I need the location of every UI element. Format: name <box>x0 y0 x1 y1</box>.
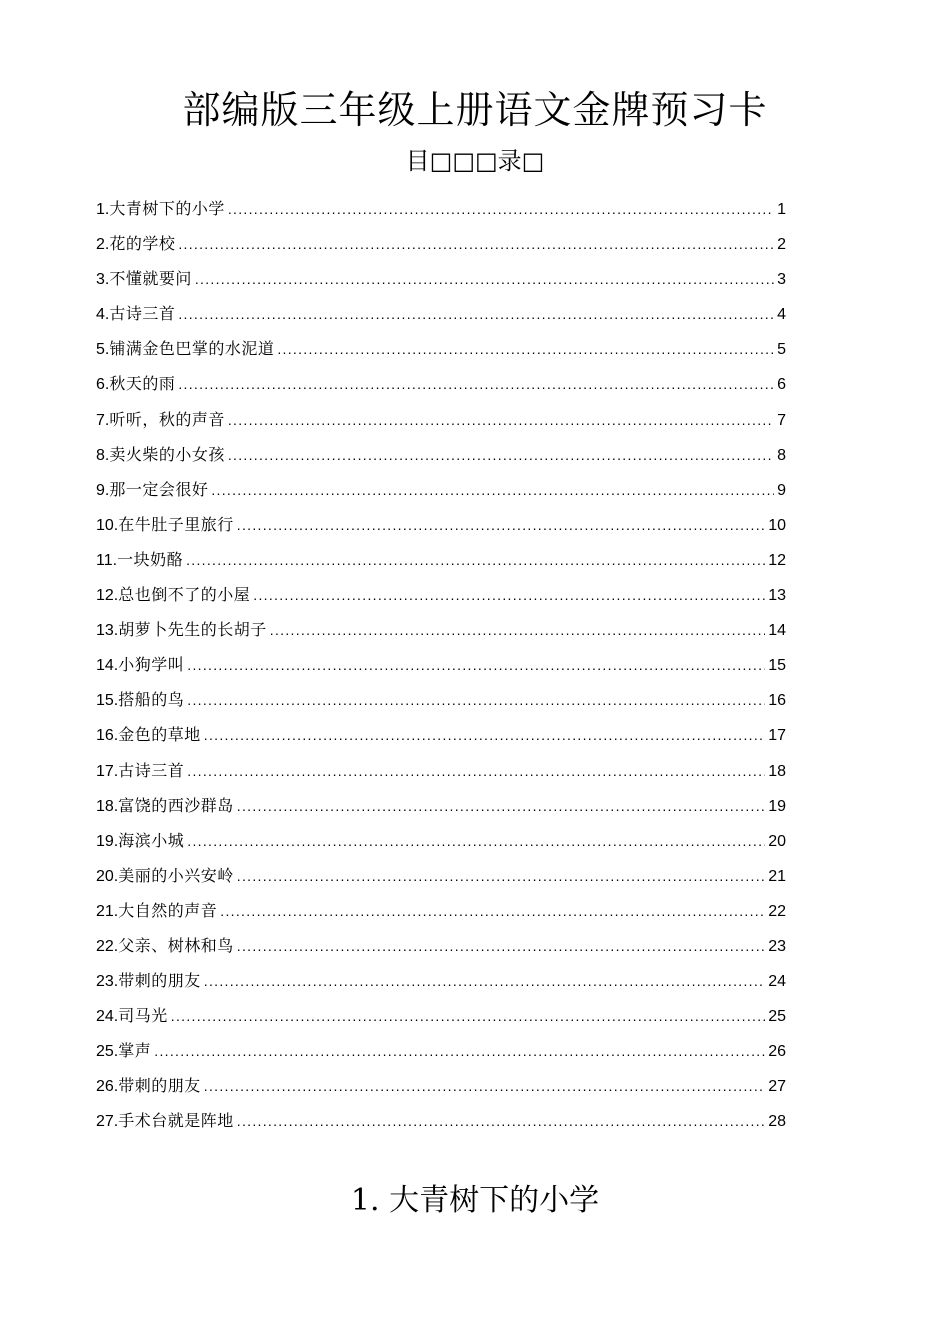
toc-dot-leader <box>237 508 765 543</box>
toc-entry-number: 7. <box>96 411 110 429</box>
toc-entry-title: 古诗三首 <box>109 304 176 324</box>
toc-entry-page-number: 15 <box>768 657 786 675</box>
toc-entry-page-number: 4 <box>777 306 786 324</box>
toc-entry-number: 23. <box>96 973 119 991</box>
table-of-contents <box>96 191 786 1139</box>
toc-dot-leader <box>195 262 774 297</box>
toc-entry[interactable] <box>96 963 786 998</box>
toc-entry-page-number: 27 <box>768 1078 786 1096</box>
toc-entry-number: 24. <box>96 1008 119 1026</box>
toc-dot-leader <box>178 367 774 402</box>
toc-heading: 目□□□录□ <box>405 147 545 175</box>
toc-dot-leader <box>204 1069 765 1104</box>
toc-entry-number: 16. <box>96 727 119 745</box>
toc-dot-leader <box>270 613 765 648</box>
toc-dot-leader <box>237 1104 765 1139</box>
toc-entry-number: 5. <box>96 341 110 359</box>
toc-entry-number: 15. <box>96 692 119 710</box>
toc-entry[interactable] <box>96 402 786 437</box>
toc-entry-page-number: 16 <box>768 692 786 710</box>
toc-entry-number: 19. <box>96 832 119 850</box>
toc-entry-page-number: 12 <box>768 551 786 569</box>
toc-entry[interactable] <box>96 261 786 296</box>
toc-entry-page-number: 21 <box>768 867 786 885</box>
toc-entry[interactable] <box>96 717 786 752</box>
toc-entry[interactable] <box>96 612 786 647</box>
toc-entry[interactable] <box>96 507 786 542</box>
toc-entry-title: 金色的草地 <box>118 725 201 745</box>
toc-entry-title: 搭船的鸟 <box>118 690 185 710</box>
toc-entry[interactable] <box>96 226 786 261</box>
toc-entry-title: 带刺的朋友 <box>118 1076 201 1096</box>
toc-dot-leader <box>154 1034 765 1069</box>
toc-entry[interactable] <box>96 296 786 331</box>
toc-dot-leader <box>187 648 765 683</box>
toc-entry-page-number: 28 <box>768 1113 786 1131</box>
toc-entry-page-number: 25 <box>768 1008 786 1026</box>
toc-dot-leader <box>237 859 765 894</box>
toc-entry[interactable] <box>96 437 786 472</box>
toc-dot-leader <box>228 403 774 438</box>
toc-dot-leader <box>237 929 765 964</box>
toc-entry-number: 12. <box>96 587 119 605</box>
toc-dot-leader <box>237 789 765 824</box>
toc-entry-number: 3. <box>96 271 110 289</box>
toc-dot-leader <box>187 824 765 859</box>
toc-entry-number: 4. <box>96 306 110 324</box>
toc-entry-page-number: 24 <box>768 973 786 991</box>
toc-entry-number: 25. <box>96 1043 119 1061</box>
toc-entry-title: 富饶的西沙群岛 <box>118 795 234 815</box>
toc-entry[interactable] <box>96 472 786 507</box>
toc-entry-page-number: 9 <box>777 481 786 499</box>
toc-entry[interactable] <box>96 191 786 226</box>
toc-entry-page-number: 13 <box>768 587 786 605</box>
toc-entry-page-number: 8 <box>777 446 786 464</box>
toc-dot-leader <box>178 297 774 332</box>
toc-entry-page-number: 5 <box>777 341 786 359</box>
toc-entry-title: 掌声 <box>118 1041 152 1061</box>
toc-entry[interactable] <box>96 1103 786 1138</box>
toc-entry-page-number: 3 <box>777 271 786 289</box>
toc-entry-number: 22. <box>96 937 119 955</box>
toc-entry-title: 海滨小城 <box>118 830 185 850</box>
toc-entry-title: 古诗三首 <box>118 760 185 780</box>
toc-entry-number: 17. <box>96 762 119 780</box>
toc-entry-number: 27. <box>96 1113 119 1131</box>
toc-entry-title: 那一定会很好 <box>109 479 209 499</box>
document-title: 部编版三年级上册语文金牌预习卡 <box>182 88 768 132</box>
toc-entry[interactable] <box>96 858 786 893</box>
toc-entry-number: 18. <box>96 797 119 815</box>
toc-entry-title: 听听，秋的声音 <box>109 409 225 429</box>
toc-entry-title: 带刺的朋友 <box>118 971 201 991</box>
toc-entry[interactable] <box>96 998 786 1033</box>
toc-entry-number: 26. <box>96 1078 119 1096</box>
toc-dot-leader <box>204 718 765 753</box>
toc-entry-page-number: 6 <box>777 376 786 394</box>
toc-entry-title: 在牛肚子里旅行 <box>118 514 234 534</box>
toc-entry-title: 小狗学叫 <box>118 655 185 675</box>
toc-entry[interactable] <box>96 928 786 963</box>
toc-entry-page-number: 2 <box>777 236 786 254</box>
toc-entry-title: 美丽的小兴安岭 <box>118 865 234 885</box>
toc-entry-title: 一块奶酪 <box>117 549 184 569</box>
toc-entry-page-number: 19 <box>768 797 786 815</box>
toc-entry[interactable] <box>96 893 786 928</box>
toc-entry-title: 司马光 <box>118 1006 168 1026</box>
toc-entry-number: 13. <box>96 622 119 640</box>
toc-entry-title: 卖火柴的小女孩 <box>109 444 225 464</box>
toc-entry-page-number: 22 <box>768 902 786 920</box>
toc-entry-number: 10. <box>96 516 119 534</box>
toc-entry[interactable] <box>96 577 786 612</box>
toc-entry-title: 胡萝卜先生的长胡子 <box>118 620 267 640</box>
toc-entry-number: 21. <box>96 902 119 920</box>
toc-entry-page-number: 10 <box>768 516 786 534</box>
toc-dot-leader <box>228 438 774 473</box>
toc-entry-page-number: 1 <box>777 201 786 218</box>
toc-entry-page-number: 18 <box>768 762 786 780</box>
toc-entry-page-number: 17 <box>768 727 786 745</box>
toc-entry-title: 手术台就是阵地 <box>118 1111 234 1131</box>
toc-dot-leader <box>277 332 774 367</box>
toc-entry-page-number: 7 <box>777 411 786 429</box>
toc-entry-number: 9. <box>96 481 110 499</box>
toc-entry-number: 14. <box>96 657 119 675</box>
toc-entry-title: 总也倒不了的小屋 <box>118 585 251 605</box>
toc-entry-number: 11. <box>96 551 118 569</box>
toc-entry-title: 花的学校 <box>109 234 176 254</box>
toc-entry[interactable] <box>96 753 786 788</box>
toc-entry-title: 大青树下的小学 <box>109 199 225 218</box>
toc-entry-title: 铺满金色巴掌的水泥道 <box>109 339 275 359</box>
toc-entry-number: 8. <box>96 446 110 464</box>
toc-entry[interactable] <box>96 331 786 366</box>
toc-entry-title: 不懂就要问 <box>109 269 192 289</box>
toc-entry-title: 父亲、树林和鸟 <box>118 935 234 955</box>
toc-entry-number: 2. <box>96 236 110 254</box>
toc-entry-title: 大自然的声音 <box>118 900 218 920</box>
toc-dot-leader <box>211 473 774 508</box>
toc-entry[interactable] <box>96 1033 786 1068</box>
toc-entry[interactable] <box>96 542 786 577</box>
toc-entry-page-number: 26 <box>768 1043 786 1061</box>
toc-dot-leader <box>171 999 765 1034</box>
toc-entry[interactable] <box>96 1068 786 1103</box>
toc-dot-leader <box>220 894 765 929</box>
toc-entry-number: 20. <box>96 867 119 885</box>
toc-dot-leader <box>228 192 774 227</box>
toc-entry[interactable] <box>96 788 786 823</box>
section-heading: 1. 大青树下的小学 <box>350 1183 600 1218</box>
toc-dot-leader <box>253 578 765 613</box>
toc-entry-page-number: 23 <box>768 937 786 955</box>
toc-dot-leader <box>187 683 765 718</box>
toc-entry-title: 秋天的雨 <box>109 374 176 394</box>
toc-dot-leader <box>187 754 765 789</box>
toc-entry-number: 6. <box>96 376 110 394</box>
toc-entry[interactable] <box>96 682 786 717</box>
toc-entry-page-number: 14 <box>768 622 786 640</box>
toc-dot-leader <box>186 543 765 578</box>
toc-dot-leader <box>178 227 774 262</box>
toc-entry[interactable] <box>96 823 786 858</box>
toc-entry-page-number: 20 <box>768 832 786 850</box>
toc-entry-number: 1. <box>96 201 110 218</box>
toc-entry[interactable] <box>96 647 786 682</box>
toc-dot-leader <box>204 964 765 999</box>
toc-entry[interactable] <box>96 366 786 401</box>
